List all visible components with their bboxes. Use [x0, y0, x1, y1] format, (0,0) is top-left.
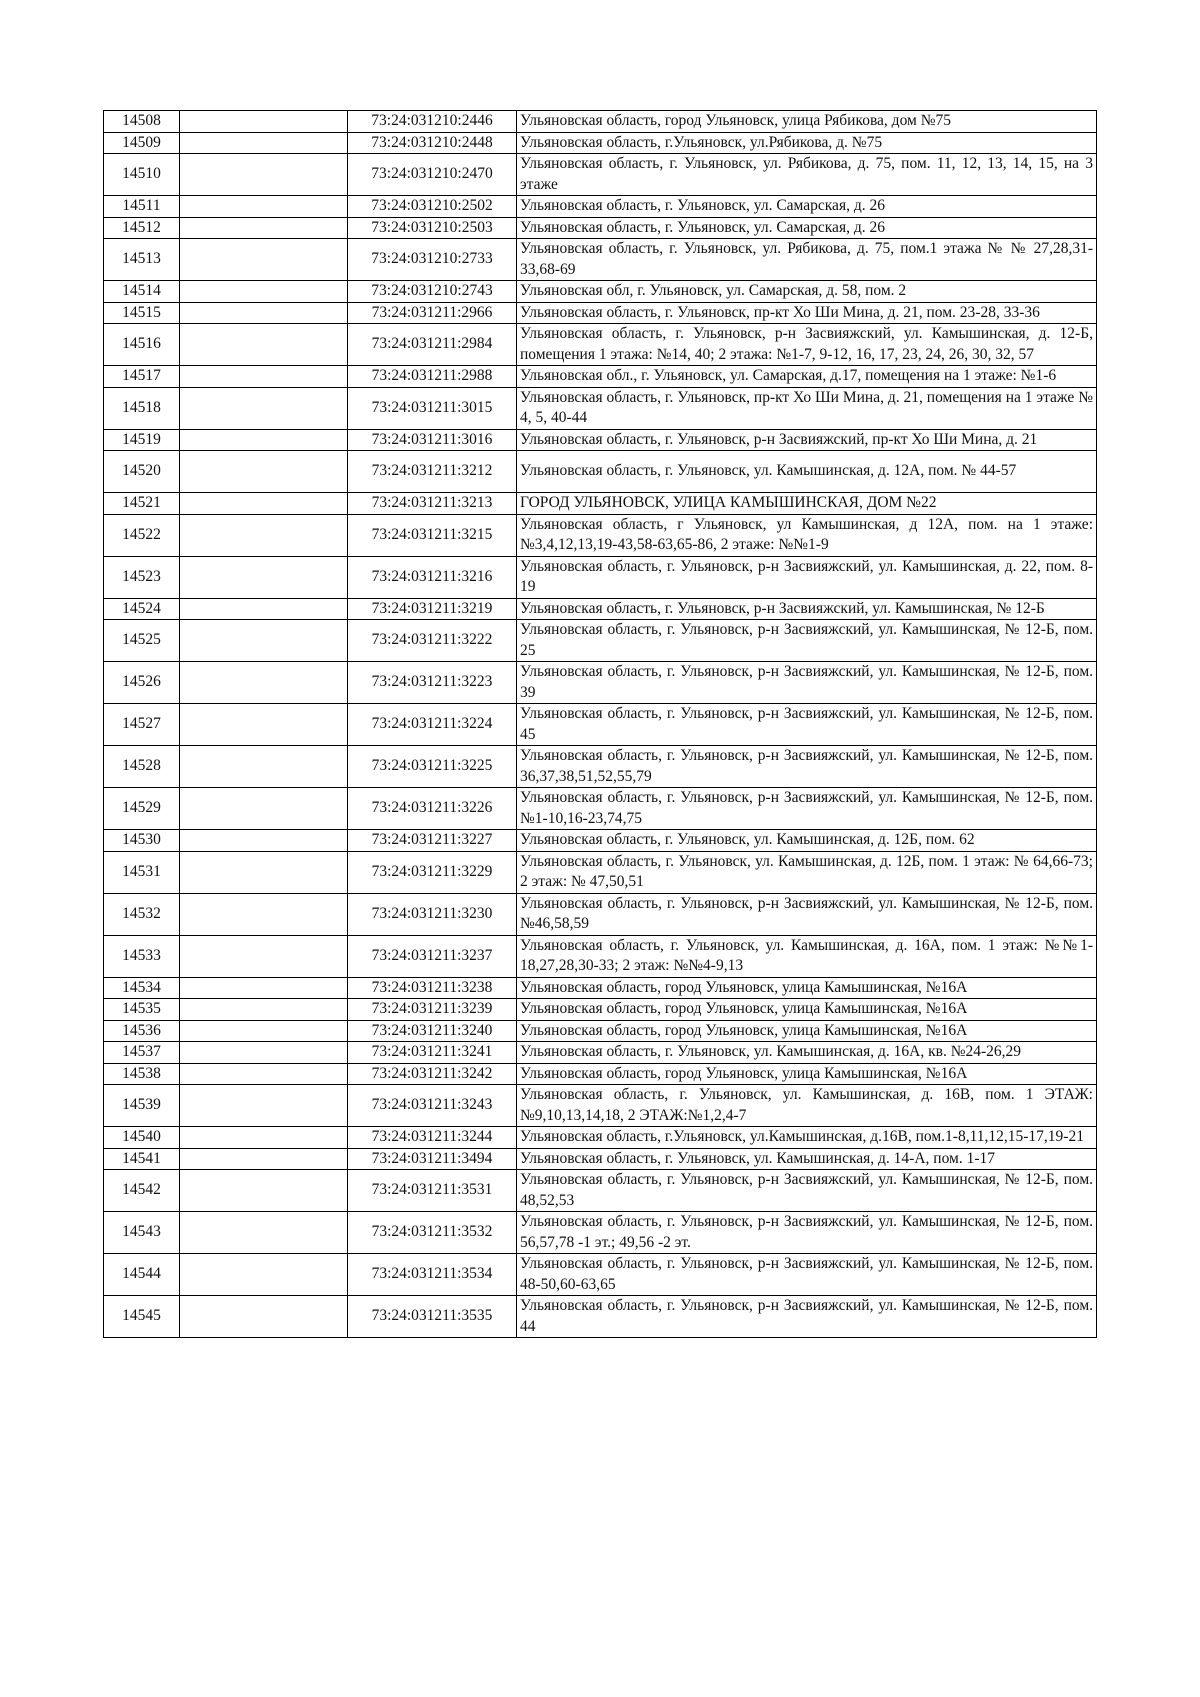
- address: Ульяновская область, г. Ульяновск, р-н Засвияжский, ул. Камышинская, № 12-Б, пом. 44: [517, 1296, 1097, 1338]
- address: Ульяновская область, город Ульяновск, улица Камышинская, №16А: [517, 1063, 1097, 1085]
- cadastral-number: 73:24:031211:3240: [348, 1020, 517, 1042]
- row-number: 14542: [104, 1170, 180, 1212]
- empty-cell: [180, 1020, 348, 1042]
- empty-cell: [180, 493, 348, 515]
- address: Ульяновская область, город Ульяновск, улица Камышинская, №16А: [517, 1020, 1097, 1042]
- address: Ульяновская обл, г. Ульяновск, ул. Самарская, д. 58, пом. 2: [517, 281, 1097, 303]
- row-number: 14527: [104, 704, 180, 746]
- row-number: 14534: [104, 977, 180, 999]
- address: Ульяновская область, г.Ульяновск, ул.Рябикова, д. №75: [517, 132, 1097, 154]
- cadastral-number: 73:24:031211:3213: [348, 493, 517, 515]
- cadastral-number: 73:24:031211:3534: [348, 1254, 517, 1296]
- row-number: 14537: [104, 1042, 180, 1064]
- property-table: [103, 110, 1097, 1338]
- table-row: [104, 1042, 1097, 1064]
- address: Ульяновская область, г. Ульяновск, ул. Рябикова, д. 75, пом. 11, 12, 13, 14, 15, на 3 этаже: [517, 154, 1097, 196]
- table-row: [104, 1063, 1097, 1085]
- table-row: [104, 387, 1097, 429]
- empty-cell: [180, 154, 348, 196]
- cadastral-number: 73:24:031211:3237: [348, 935, 517, 977]
- address: Ульяновская область, г. Ульяновск, р-н Засвияжский, ул. Камышинская, № 12-Б, пом. 39: [517, 662, 1097, 704]
- row-number: 14512: [104, 217, 180, 239]
- table-row: [104, 662, 1097, 704]
- table-row: [104, 493, 1097, 515]
- address: Ульяновская область, г. Ульяновск, р-н Засвияжский, ул. Камышинская, № 12-Б, пом. 56,57,78 -1 эт.; 49,56 -2 эт.: [517, 1212, 1097, 1254]
- address: Ульяновская область, г.Ульяновск, ул.Камышинская, д.16В, пом.1-8,11,12,15-17,19-21: [517, 1127, 1097, 1149]
- empty-cell: [180, 893, 348, 935]
- cadastral-number: 73:24:031211:3238: [348, 977, 517, 999]
- address: Ульяновская область, г. Ульяновск, р-н Засвияжский, ул. Камышинская, № 12-Б: [517, 598, 1097, 620]
- empty-cell: [180, 1042, 348, 1064]
- table-row: [104, 620, 1097, 662]
- row-number: 14511: [104, 196, 180, 218]
- row-number: 14508: [104, 111, 180, 133]
- address: Ульяновская область, г. Ульяновск, ул. Камышинская, д. 12Б, пом. 62: [517, 830, 1097, 852]
- empty-cell: [180, 788, 348, 830]
- empty-cell: [180, 217, 348, 239]
- cadastral-number: 73:24:031211:3225: [348, 746, 517, 788]
- row-number: 14517: [104, 366, 180, 388]
- row-number: 14525: [104, 620, 180, 662]
- table-row: [104, 366, 1097, 388]
- empty-cell: [180, 281, 348, 303]
- address: Ульяновская область, г. Ульяновск, р-н Засвияжский, пр-кт Хо Ши Мина, д. 21: [517, 429, 1097, 451]
- cadastral-number: 73:24:031211:3227: [348, 830, 517, 852]
- row-number: 14518: [104, 387, 180, 429]
- address: Ульяновская обл., г. Ульяновск, ул. Самарская, д.17, помещения на 1 этаже: №1-6: [517, 366, 1097, 388]
- address: Ульяновская область, г. Ульяновск, р-н Засвияжский, ул. Камышинская, № 12-Б, пом. 48,52,53: [517, 1170, 1097, 1212]
- row-number: 14509: [104, 132, 180, 154]
- row-number: 14522: [104, 514, 180, 556]
- address: Ульяновская область, город Ульяновск, улица Камышинская, №16А: [517, 999, 1097, 1021]
- row-number: 14544: [104, 1254, 180, 1296]
- table-row: [104, 451, 1097, 493]
- empty-cell: [180, 387, 348, 429]
- cadastral-number: 73:24:031211:3222: [348, 620, 517, 662]
- table-row: [104, 977, 1097, 999]
- row-number: 14528: [104, 746, 180, 788]
- empty-cell: [180, 830, 348, 852]
- cadastral-number: 73:24:031210:2448: [348, 132, 517, 154]
- cadastral-number: 73:24:031211:3244: [348, 1127, 517, 1149]
- empty-cell: [180, 111, 348, 133]
- row-number: 14516: [104, 324, 180, 366]
- table-row: [104, 154, 1097, 196]
- cadastral-number: 73:24:031210:2503: [348, 217, 517, 239]
- row-number: 14533: [104, 935, 180, 977]
- address: Ульяновская область, город Ульяновск, улица Рябикова, дом №75: [517, 111, 1097, 133]
- row-number: 14539: [104, 1085, 180, 1127]
- cadastral-number: 73:24:031211:3535: [348, 1296, 517, 1338]
- cadastral-number: 73:24:031211:3215: [348, 514, 517, 556]
- row-number: 14535: [104, 999, 180, 1021]
- empty-cell: [180, 1063, 348, 1085]
- table-row: [104, 239, 1097, 281]
- empty-cell: [180, 132, 348, 154]
- table-row: [104, 556, 1097, 598]
- empty-cell: [180, 1296, 348, 1338]
- address: Ульяновская область, г. Ульяновск, р-н Засвияжский, ул. Камышинская, № 12-Б, пом. №1-10,16-23,74,75: [517, 788, 1097, 830]
- table-row: [104, 196, 1097, 218]
- address: Ульяновская область, г. Ульяновск, р-н Засвияжский, ул. Камышинская, № 12-Б, пом. №46,58,59: [517, 893, 1097, 935]
- empty-cell: [180, 999, 348, 1021]
- table-row: [104, 704, 1097, 746]
- empty-cell: [180, 662, 348, 704]
- cadastral-number: 73:24:031211:3224: [348, 704, 517, 746]
- row-number: 14526: [104, 662, 180, 704]
- table-row: [104, 1127, 1097, 1149]
- cadastral-number: 73:24:031211:3223: [348, 662, 517, 704]
- address: Ульяновская область, г. Ульяновск, р-н Засвияжский, ул. Камышинская, д. 12-Б, помещения 1 этажа: №14, 40; 2 этажа: №1-7, 9-12, 16, 17, 23, 24, 26, 30, 32, 57: [517, 324, 1097, 366]
- table-row: [104, 1170, 1097, 1212]
- cadastral-number: 73:24:031211:3216: [348, 556, 517, 598]
- empty-cell: [180, 324, 348, 366]
- table-row: [104, 132, 1097, 154]
- table-row: [104, 302, 1097, 324]
- cadastral-number: 73:24:031211:2966: [348, 302, 517, 324]
- address: Ульяновская область, г. Ульяновск, ул. Самарская, д. 26: [517, 217, 1097, 239]
- row-number: 14529: [104, 788, 180, 830]
- address: Ульяновская область, г. Ульяновск, ул. Камышинская, д. 16А, кв. №24-26,29: [517, 1042, 1097, 1064]
- table-row: [104, 514, 1097, 556]
- cadastral-number: 73:24:031211:3015: [348, 387, 517, 429]
- address: Ульяновская область, г. Ульяновск, р-н Засвияжский, ул. Камышинская, д. 22, пом. 8-19: [517, 556, 1097, 598]
- row-number: 14519: [104, 429, 180, 451]
- empty-cell: [180, 451, 348, 493]
- table-row: [104, 746, 1097, 788]
- row-number: 14515: [104, 302, 180, 324]
- cadastral-number: 73:24:031210:2470: [348, 154, 517, 196]
- cadastral-number: 73:24:031211:3219: [348, 598, 517, 620]
- table-row: [104, 851, 1097, 893]
- cadastral-number: 73:24:031210:2502: [348, 196, 517, 218]
- row-number: 14538: [104, 1063, 180, 1085]
- address: Ульяновская область, город Ульяновск, улица Камышинская, №16А: [517, 977, 1097, 999]
- address: Ульяновская область, г. Ульяновск, ул. Камышинская, д. 12А, пом. № 44-57: [517, 451, 1097, 493]
- table-row: [104, 1148, 1097, 1170]
- cadastral-number: 73:24:031211:3226: [348, 788, 517, 830]
- table-row: [104, 217, 1097, 239]
- address: Ульяновская область, г. Ульяновск, ул. Камышинская, д. 16В, пом. 1 ЭТАЖ:№9,10,13,14,18, 2 ЭТАЖ:№1,2,4-7: [517, 1085, 1097, 1127]
- table-row: [104, 830, 1097, 852]
- empty-cell: [180, 851, 348, 893]
- cadastral-number: 73:24:031211:3494: [348, 1148, 517, 1170]
- row-number: 14545: [104, 1296, 180, 1338]
- empty-cell: [180, 366, 348, 388]
- empty-cell: [180, 977, 348, 999]
- address: Ульяновская область, г. Ульяновск, р-н Засвияжский, ул. Камышинская, № 12-Б, пом. 48-50,60-63,65: [517, 1254, 1097, 1296]
- empty-cell: [180, 746, 348, 788]
- cadastral-number: 73:24:031211:3242: [348, 1063, 517, 1085]
- row-number: 14541: [104, 1148, 180, 1170]
- cadastral-number: 73:24:031211:3230: [348, 893, 517, 935]
- cadastral-number: 73:24:031211:3229: [348, 851, 517, 893]
- empty-cell: [180, 704, 348, 746]
- row-number: 14524: [104, 598, 180, 620]
- cadastral-number: 73:24:031211:3243: [348, 1085, 517, 1127]
- empty-cell: [180, 935, 348, 977]
- row-number: 14513: [104, 239, 180, 281]
- cadastral-number: 73:24:031211:3241: [348, 1042, 517, 1064]
- empty-cell: [180, 598, 348, 620]
- empty-cell: [180, 1148, 348, 1170]
- table-row: [104, 281, 1097, 303]
- cadastral-number: 73:24:031210:2733: [348, 239, 517, 281]
- row-number: 14540: [104, 1127, 180, 1149]
- address: Ульяновская область, г. Ульяновск, ул. Камышинская, д. 14-А, пом. 1-17: [517, 1148, 1097, 1170]
- table-body: [104, 111, 1097, 1338]
- table-row: [104, 788, 1097, 830]
- table-row: [104, 324, 1097, 366]
- empty-cell: [180, 620, 348, 662]
- cadastral-number: 73:24:031211:3239: [348, 999, 517, 1021]
- row-number: 14514: [104, 281, 180, 303]
- table-row: [104, 1254, 1097, 1296]
- table-row: [104, 999, 1097, 1021]
- empty-cell: [180, 514, 348, 556]
- address: Ульяновская область, г. Ульяновск, ул. Рябикова, д. 75, пом.1 этажа № № 27,28,31-33,68-69: [517, 239, 1097, 281]
- address: Ульяновская область, г. Ульяновск, р-н Засвияжский, ул. Камышинская, № 12-Б, пом. 36,37,38,51,52,55,79: [517, 746, 1097, 788]
- address: Ульяновская область, г. Ульяновск, пр-кт Хо Ши Мина, д. 21, пом. 23-28, 33-36: [517, 302, 1097, 324]
- empty-cell: [180, 302, 348, 324]
- row-number: 14532: [104, 893, 180, 935]
- address: Ульяновская область, г. Ульяновск, ул. Самарская, д. 26: [517, 196, 1097, 218]
- address: ГОРОД УЛЬЯНОВСК, УЛИЦА КАМЫШИНСКАЯ, ДОМ №22: [517, 493, 1097, 515]
- address: Ульяновская область, г. Ульяновск, пр-кт Хо Ши Мина, д. 21, помещения на 1 этаже № 4, 5, 40-44: [517, 387, 1097, 429]
- table-row: [104, 111, 1097, 133]
- empty-cell: [180, 1254, 348, 1296]
- address: Ульяновская область, г. Ульяновск, ул. Камышинская, д. 12Б, пом. 1 этаж: № 64,66-73; 2 этаж: № 47,50,51: [517, 851, 1097, 893]
- cadastral-number: 73:24:031211:3532: [348, 1212, 517, 1254]
- cadastral-number: 73:24:031211:2984: [348, 324, 517, 366]
- table-row: [104, 1085, 1097, 1127]
- row-number: 14530: [104, 830, 180, 852]
- empty-cell: [180, 556, 348, 598]
- cadastral-number: 73:24:031210:2446: [348, 111, 517, 133]
- empty-cell: [180, 429, 348, 451]
- address: Ульяновская область, г Ульяновск, ул Камышинская, д 12А, пом. на 1 этаже: №3,4,12,13,19-43,58-63,65-86, 2 этаже: №№1-9: [517, 514, 1097, 556]
- table-row: [104, 893, 1097, 935]
- address: Ульяновская область, г. Ульяновск, ул. Камышинская, д. 16А, пом. 1 этаж: №№1-18,27,28,30-33; 2 этаж: №№4-9,13: [517, 935, 1097, 977]
- address: Ульяновская область, г. Ульяновск, р-н Засвияжский, ул. Камышинская, № 12-Б, пом. 45: [517, 704, 1097, 746]
- cadastral-number: 73:24:031210:2743: [348, 281, 517, 303]
- empty-cell: [180, 196, 348, 218]
- table-row: [104, 1020, 1097, 1042]
- cadastral-number: 73:24:031211:3016: [348, 429, 517, 451]
- cadastral-number: 73:24:031211:3212: [348, 451, 517, 493]
- row-number: 14521: [104, 493, 180, 515]
- row-number: 14510: [104, 154, 180, 196]
- empty-cell: [180, 1170, 348, 1212]
- row-number: 14536: [104, 1020, 180, 1042]
- table-row: [104, 598, 1097, 620]
- cadastral-number: 73:24:031211:2988: [348, 366, 517, 388]
- row-number: 14520: [104, 451, 180, 493]
- table-row: [104, 429, 1097, 451]
- row-number: 14543: [104, 1212, 180, 1254]
- table-row: [104, 935, 1097, 977]
- table-row: [104, 1212, 1097, 1254]
- empty-cell: [180, 1085, 348, 1127]
- cadastral-number: 73:24:031211:3531: [348, 1170, 517, 1212]
- empty-cell: [180, 1212, 348, 1254]
- empty-cell: [180, 239, 348, 281]
- row-number: 14523: [104, 556, 180, 598]
- row-number: 14531: [104, 851, 180, 893]
- empty-cell: [180, 1127, 348, 1149]
- table-row: [104, 1296, 1097, 1338]
- address: Ульяновская область, г. Ульяновск, р-н Засвияжский, ул. Камышинская, № 12-Б, пом. 25: [517, 620, 1097, 662]
